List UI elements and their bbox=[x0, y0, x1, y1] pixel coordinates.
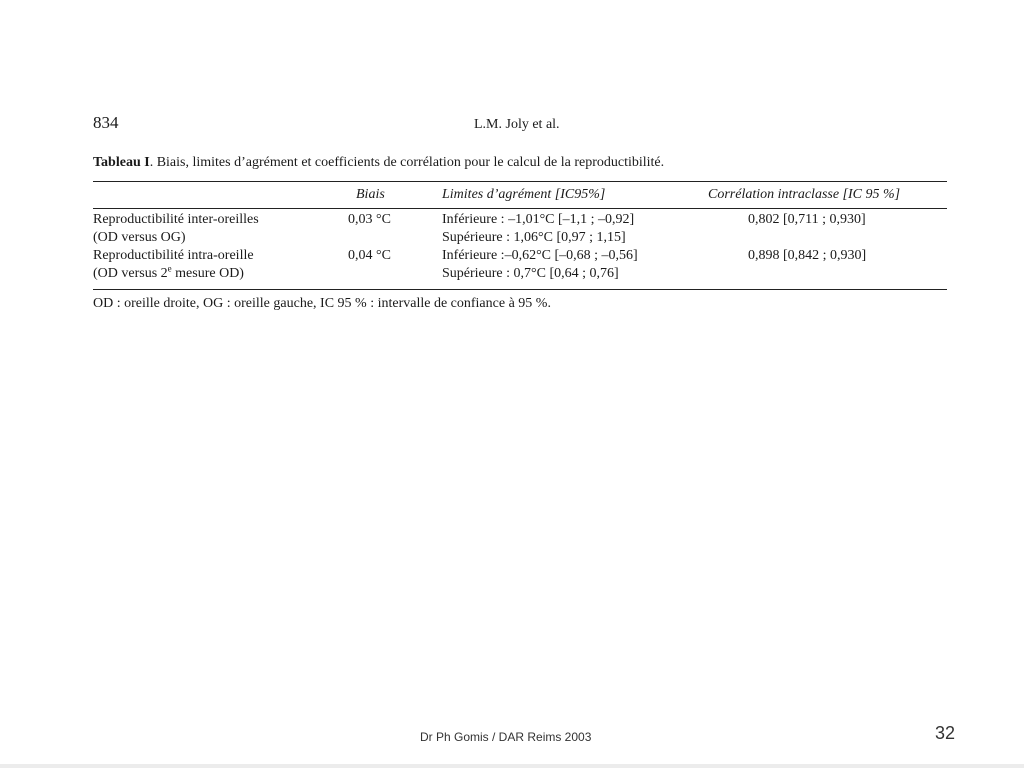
row2-label-line2: (OD versus 2e mesure OD) bbox=[93, 263, 244, 281]
row1-label-line2: (OD versus OG) bbox=[93, 230, 186, 245]
row1-label-line1: Reproductibilité inter-oreilles bbox=[93, 212, 259, 227]
running-head: L.M. Joly et al. bbox=[474, 117, 560, 132]
row1-bias: 0,03 °C bbox=[348, 212, 391, 227]
table-caption-label: Tableau I bbox=[93, 155, 150, 170]
header-bias: Biais bbox=[356, 187, 385, 202]
table-caption-text: . Biais, limites d’agrément et coefficients de corrélation pour le calcul de la reproductibilité. bbox=[149, 155, 665, 170]
table-header-rule bbox=[93, 208, 947, 209]
table-bottom-rule bbox=[93, 289, 947, 290]
row2-bias: 0,04 °C bbox=[348, 248, 391, 263]
bottom-band bbox=[0, 764, 1024, 768]
header-limits: Limites d’agrément [IC95%] bbox=[442, 187, 606, 202]
row2-label-line1: Reproductibilité intra-oreille bbox=[93, 248, 254, 263]
row2-correlation: 0,898 [0,842 ; 0,930] bbox=[748, 248, 867, 263]
journal-page-number: 834 bbox=[93, 113, 119, 132]
table-footnote: OD : oreille droite, OG : oreille gauche, IC 95 % : intervalle de confiance à 95 %. bbox=[93, 296, 551, 311]
row1-limit-high: Supérieure : 1,06°C [0,97 ; 1,15] bbox=[442, 230, 626, 245]
footer-credit: Dr Ph Gomis / DAR Reims 2003 bbox=[420, 730, 592, 744]
table-top-rule bbox=[93, 181, 947, 182]
row1-limit-low: Inférieure : –1,01°C [–1,1 ; –0,92] bbox=[442, 212, 635, 227]
slide-number: 32 bbox=[935, 723, 956, 743]
row2-limit-high: Supérieure : 0,7°C [0,64 ; 0,76] bbox=[442, 266, 619, 281]
row1-correlation: 0,802 [0,711 ; 0,930] bbox=[748, 212, 866, 227]
header-correlation: Corrélation intraclasse [IC 95 %] bbox=[708, 187, 901, 202]
table-caption bbox=[93, 155, 664, 171]
row2-limit-low: Inférieure :–0,62°C [–0,68 ; –0,56] bbox=[442, 248, 638, 263]
